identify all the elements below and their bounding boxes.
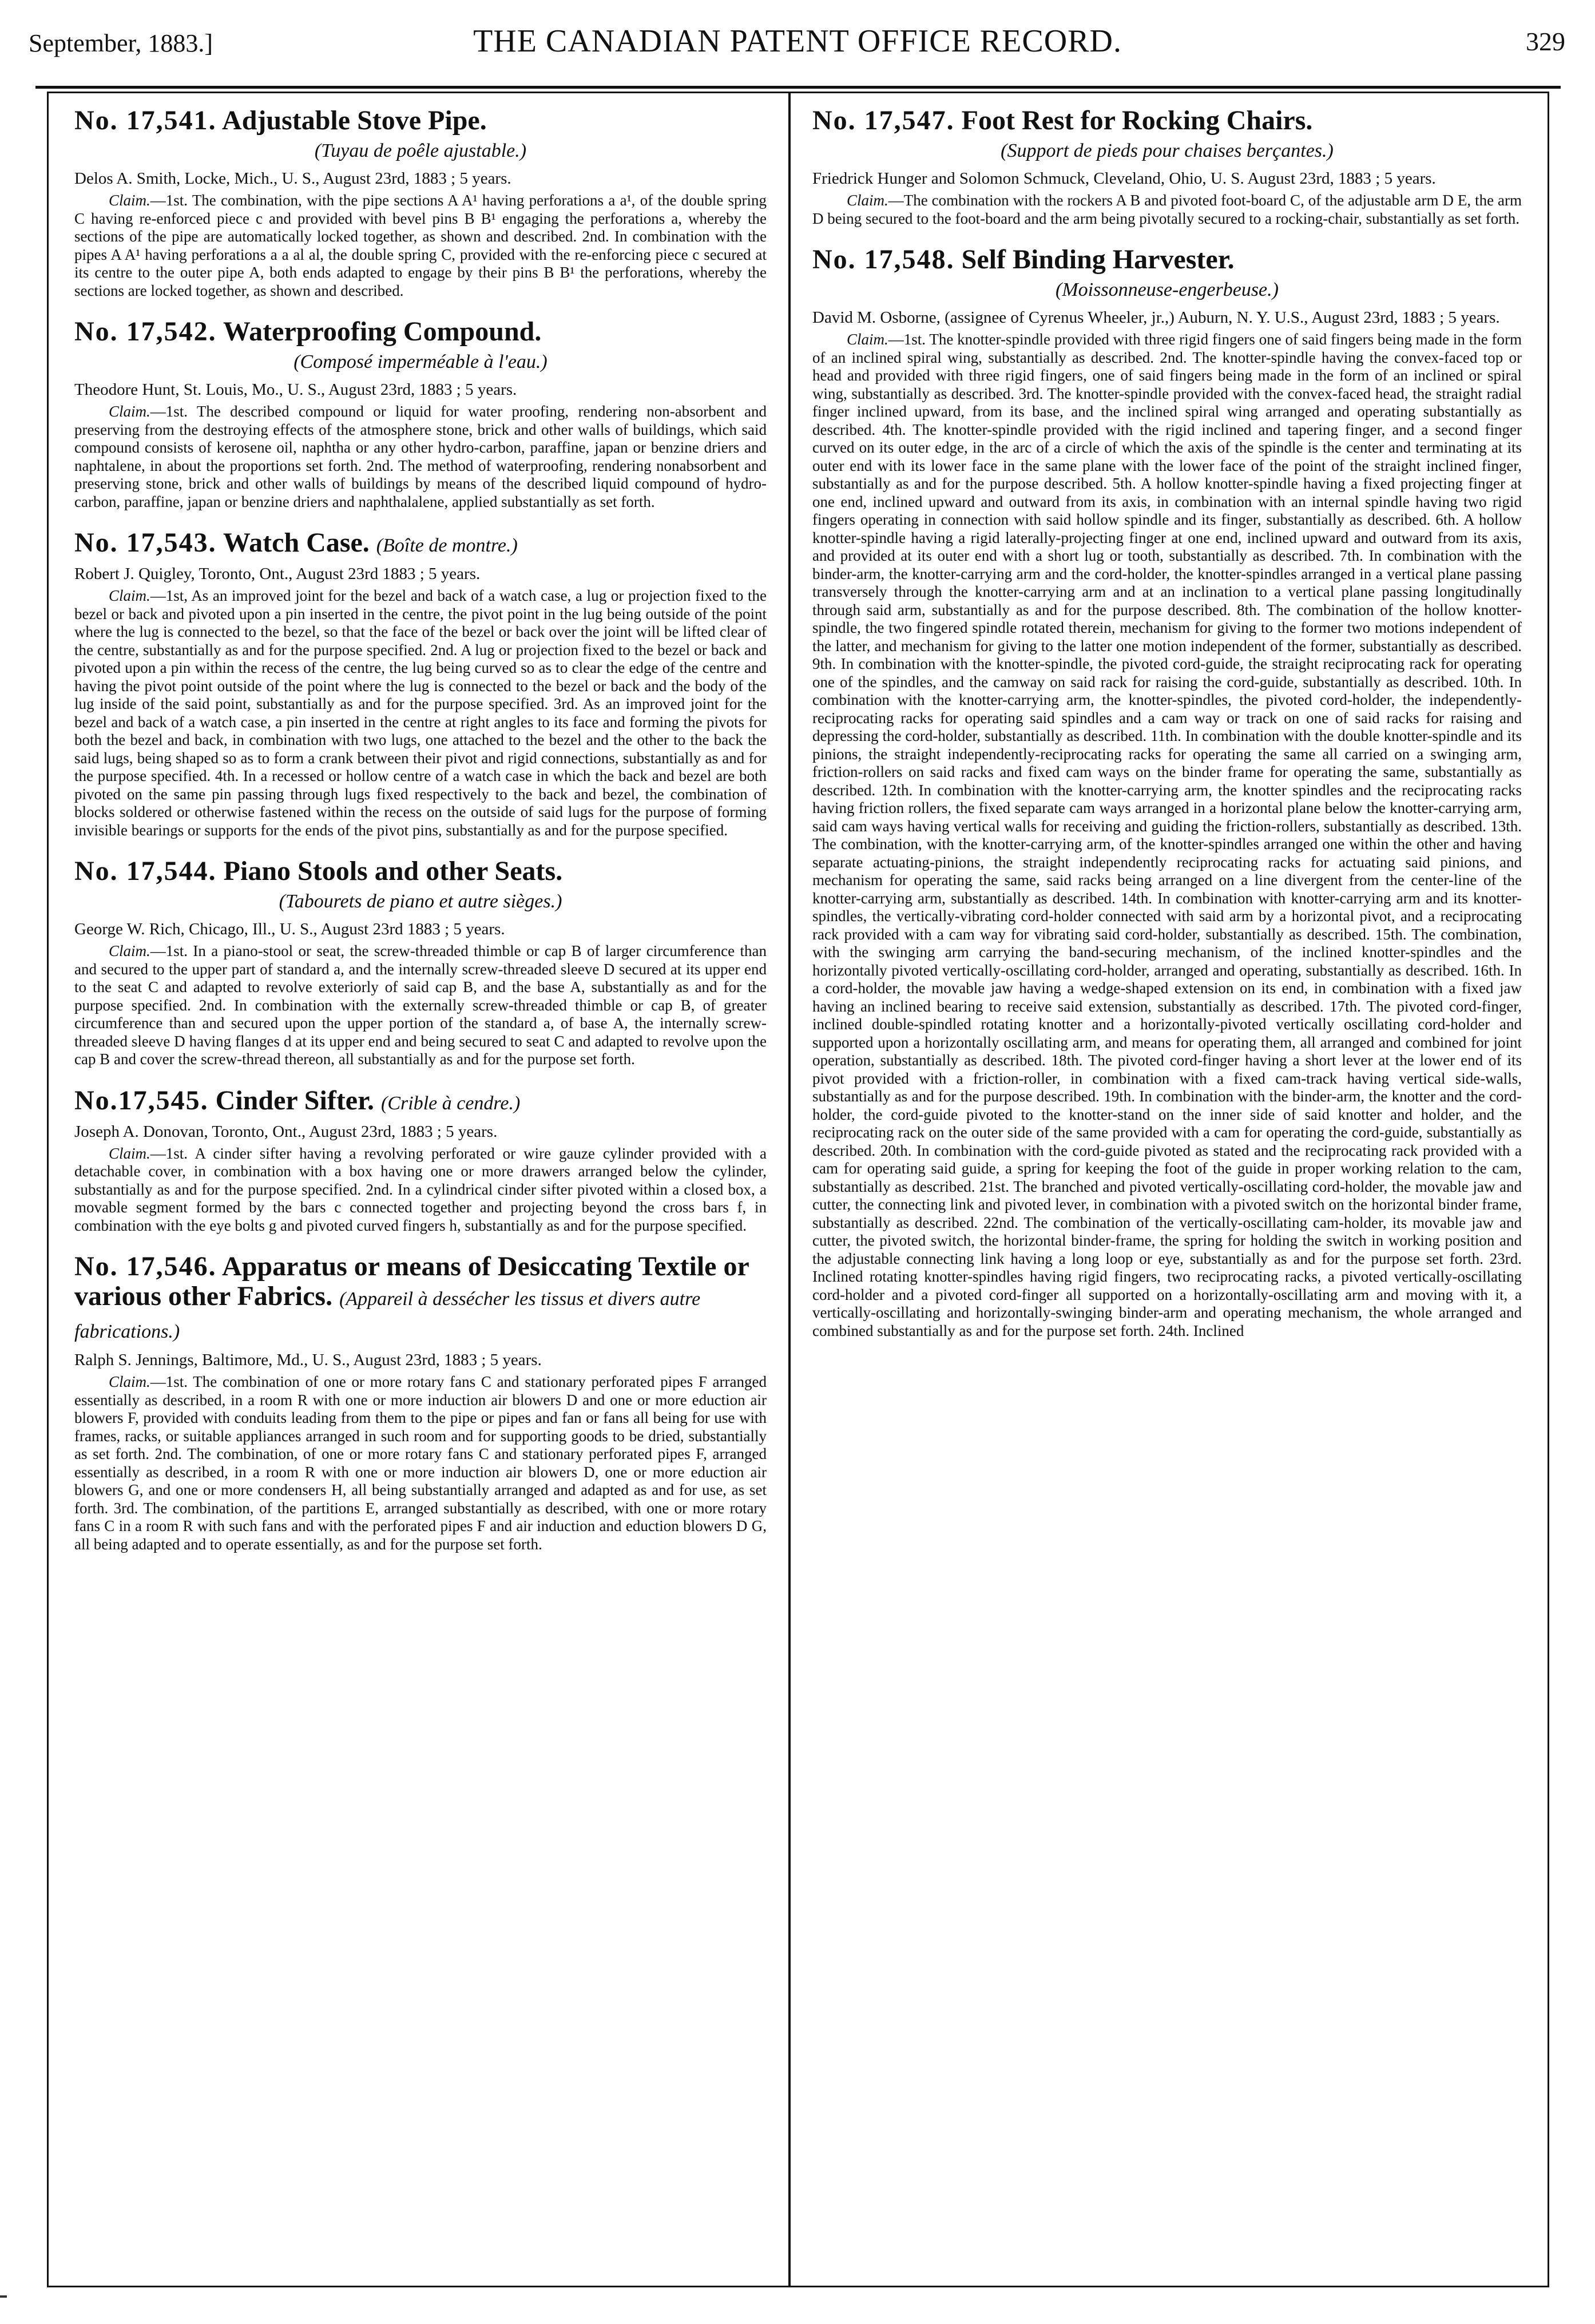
patentee-line: Ralph S. Jennings, Baltimore, Md., U. S., August 23rd, 1883 ; 5 years. bbox=[74, 1351, 542, 1369]
entry-title bbox=[812, 245, 1522, 275]
claim-label: Claim. bbox=[847, 192, 888, 209]
french-title: (Tuyau de poêle ajustable.) bbox=[314, 140, 527, 161]
claim-body: —1st. The combination, with the pipe sections A A¹ having perforations a a¹, of the double spring C having re-enforced piece c and provided with bevel pins B B¹ engaging the perforations a, whereby the sections of the pipe are automatically locked together, as shown and described. 2nd. In combination with the pipes A A¹ having perforations a a al al, the double spring C, provided with the re-enforcing piece c secured at its centre to the outer pipe A, both ends adapted to engage by their pins B B¹ the perforations, whereby the sections are locked together, as shown and described. bbox=[74, 192, 767, 299]
patent-entry bbox=[74, 528, 767, 839]
claim-body: —The combination with the rockers A B and pivoted foot-board C, of the adjustable arm D E, the arm D being secured to the foot-board and the arm being pivotally secured to a rocking-chair, substantially as set forth. bbox=[812, 192, 1522, 227]
page-edge-mark bbox=[0, 2295, 7, 2298]
page-header bbox=[23, 16, 1572, 62]
claim-body: —1st. The combination of one or more rotary fans C and stationary perforated pipes F arranged essentially as described, in a room R with one or more induction air blowers D and one or more eduction air blowers F, provided with conduits leading from them to the pipe or pipes and fan or fans all being for use with frames, racks, or suitable appliances arranged in such room and for supporting goods to be dried, substantially as set forth. 2nd. The combination, of one or more rotary fans C and stationary perforated pipes F, arranged essentially as described, in a room R with one or more induction air blowers D, one or more eduction air blowers G, and one or more condensers H, all being substantially arranged and adapted as and for use, as set forth. 3rd. The combination, of the partitions E, arranged substantially as described, with one or more rotary fans C in a room R with such fans and with the perforated pipes F and air induction and eduction blowers D G, all being adapted and to operate essentially, as and for the purpose set forth. bbox=[74, 1373, 767, 1553]
left-column bbox=[74, 106, 767, 2274]
patent-title: Apparatus or means of Desiccating Textile or various other Fabrics. bbox=[74, 1251, 749, 1311]
patent-number: No. 17,543. bbox=[74, 528, 217, 558]
patent-title: Adjustable Stove Pipe. bbox=[222, 106, 487, 136]
patent-entry bbox=[74, 1252, 767, 1553]
entry-title bbox=[74, 106, 767, 136]
claim-body: —1st, As an improved joint for the bezel and back of a watch case, a lug or projection fixed to the bezel or back and pivoted upon a pin inserted in the centre, the pivot point in the lug being outside of the point where the lug is connected to the bezel, so that the face of the bezel or back over the joint will be lifted clear of the centre, substantially as and for the purpose specified. 2nd. A lug or projection fixed to the bezel or back and pivoted upon a pin within the recess of the centre, the lug being curved so as to clear the edge of the centre and having the pivot point outside of the point where the lug is connected to the bezel or back and the body of the lug inside of the said point, substantially as and for the purpose specified. 3rd. As an improved joint for the bezel and back of a watch case, a pin inserted in the centre at right angles to its face and forming the pivots for both the bezel and back, in combination with two lugs, one attached to the bezel and the other to the back the said lugs, being shaped so as to form a crank between their pivot and rigid connections, substantially as and for the purpose specified. 4th. In a recessed or hollow centre of a watch case in which the back and bezel are both pivoted on the same pin passing through lugs fixed respectively to the back and bezel, the combination of blocks soldered or otherwise fastened within the recess on the outside of said lugs for the purpose of forming invisible bearings or supports for the ends of the pivot pins, substantially as and for the purpose specified. bbox=[74, 587, 767, 839]
french-title: (Moissonneuse-engerbeuse.) bbox=[1056, 279, 1279, 300]
column-divider bbox=[788, 92, 791, 2287]
claim-label: Claim. bbox=[109, 403, 150, 420]
patent-number: No.17,545. bbox=[74, 1085, 209, 1116]
claim-label: Claim. bbox=[109, 1373, 150, 1390]
claim-body: —1st. A cinder sifter having a revolving perforated or wire gauze cylinder provided with a detachable cover, in combination with a box having one or more drawers arranged below the cylinder, substantially as and for the purpose specified. 2nd. In a cylindrical cinder sifter pivoted within a closed box, a movable segment formed by the bars c connected together and projecting beyond the cross bars f, in combination with the eye bolts g and pivoted curved fingers h, substantially as and for the purpose specified. bbox=[74, 1144, 767, 1234]
french-title: (Appareil à dessécher les tissus et divers autre fabrications.) bbox=[74, 1288, 701, 1342]
french-title: (Composé imperméable à l'eau.) bbox=[293, 351, 547, 372]
page-number: 329 bbox=[1526, 27, 1565, 56]
claim-body: —1st. In a piano-stool or seat, the screw-threaded thimble or cap B of larger circumference than and secured to the upper part of standard a, and the internally screw-threaded sleeve D secured at its upper end to the seat C and adapted to revolve exteriorly of said cap B, and the base A, substantially as and for the purpose specified. 2nd. In combination with the externally screw-threaded thimble or cap B, of greater circumference than and secured upon the upper portion of the standard a, of base A, the internally screw-threaded sleeve D having flanges d at its upper end and being secured to seat C and adapted to revolve upon the cap B and cover the screw-thread thereon, all substantially as and for the purpose set forth. bbox=[74, 942, 767, 1068]
patentee-line: David M. Osborne, (assignee of Cyrenus Wheeler, jr.,) Auburn, N. Y. U.S., August 23rd, 1883 ; 5 years. bbox=[812, 308, 1500, 327]
patent-entry bbox=[812, 245, 1522, 1340]
claim-text bbox=[74, 587, 767, 839]
patent-number: No. 17,547. bbox=[812, 106, 955, 136]
patent-title: Self Binding Harvester. bbox=[961, 244, 1235, 275]
patent-title: Waterproofing Compound. bbox=[223, 316, 542, 347]
entry-title bbox=[74, 1252, 767, 1347]
patent-entry bbox=[74, 106, 767, 300]
claim-text bbox=[812, 331, 1522, 1340]
header-rule bbox=[35, 86, 1561, 89]
patent-title: Watch Case. bbox=[223, 528, 370, 558]
header-date: September, 1883.] bbox=[29, 29, 213, 57]
patent-number: No. 17,548. bbox=[812, 244, 955, 275]
patent-number: No. 17,546. bbox=[74, 1251, 217, 1282]
patent-number: No. 17,542. bbox=[74, 316, 217, 347]
french-title: (Boîte de montre.) bbox=[376, 535, 518, 556]
patent-title: Cinder Sifter. bbox=[215, 1085, 375, 1116]
claim-label: Claim. bbox=[109, 192, 150, 209]
entry-title bbox=[74, 856, 767, 886]
patent-title: Piano Stools and other Seats. bbox=[223, 856, 563, 886]
patentee-line: Delos A. Smith, Locke, Mich., U. S., August 23rd, 1883 ; 5 years. bbox=[74, 169, 511, 188]
patentee-line: Joseph A. Donovan, Toronto, Ont., August 23rd, 1883 ; 5 years. bbox=[74, 1122, 498, 1141]
patentee-line: Theodore Hunt, St. Louis, Mo., U. S., August 23rd, 1883 ; 5 years. bbox=[74, 380, 517, 399]
claim-text bbox=[74, 942, 767, 1069]
claim-text bbox=[812, 192, 1522, 228]
header-title: THE CANADIAN PATENT OFFICE RECORD. bbox=[473, 23, 1122, 59]
patent-entry bbox=[74, 317, 767, 511]
right-column bbox=[812, 106, 1522, 2274]
entry-title bbox=[74, 1086, 767, 1119]
patent-number: No. 17,544. bbox=[74, 856, 217, 886]
claim-text bbox=[74, 403, 767, 511]
entry-title bbox=[74, 317, 767, 347]
claim-text bbox=[74, 1373, 767, 1553]
patentee-line: Robert J. Quigley, Toronto, Ont., August 23rd 1883 ; 5 years. bbox=[74, 565, 481, 583]
french-title: (Support de pieds pour chaises berçantes.) bbox=[1001, 140, 1334, 161]
claim-body: —1st. The described compound or liquid for water proofing, rendering non-absorbent and preserving from the destroying effects of the atmosphere stone, brick and other walls of buildings, which said compound consists of kerosene oil, naphtha or any other hydro-carbon, paraffine, japan or benzine driers and naphtalene, in about the proportions set forth. 2nd. The method of waterproofing, rendering nonabsorbent and preserving stone, brick and other walls of buildings by means of the described liquid compound of hydro-carbon, paraffine, japan or benzine driers and naphthalalene, applied substantially as set forth. bbox=[74, 403, 767, 510]
patentee-line: George W. Rich, Chicago, Ill., U. S., August 23rd 1883 ; 5 years. bbox=[74, 920, 505, 938]
claim-body: —1st. The knotter-spindle provided with three rigid fingers one of said fingers being made in the form of an inclined spiral wing, substantially as described. 2nd. The knotter-spindle having the convex-faced top or head and provided with three rigid fingers, one of said fingers being made in the form of an inclined or spiral wing, substantially as described. 3rd. The knotter-spindle provided with the convex-faced head, the straight radial finger inclined upward, from its base, and the inclined spiral wing arranged and operating substantially as described. 4th. The knotter-spindle provided with the rigid inclined and tapering finger, and a second finger curved on its outer edge, in the arc of a circle of which the axis of the spindle is the center and terminating at its outer end with its lower face in the same plane with the lower face of the point of the straight inclined finger, substantially as and for the purpose described. 5th. A hollow knotter-spindle having a fixed projecting finger at one end, inclined upward and outward from its axis, in combination with an internal spindle having two rigid fingers operating in connection with said hollow spindle and its finger, substantially as described. 6th. A hollow knotter-spindle having a rigid laterally-projecting finger at one end, inclined upward and outward from its axis, and provided at its outer end with a short lug or tooth, substantially as described. 7th. In combination with the binder-arm, the knotter-carrying arm and the cord-holder, the knotter-spindles arranged in a vertical plane passing transversely through the knotter-carrying arm and at an inclination to a vertical plane passing longitudinally through said arm, substantially as and for the purpose described. 8th. The combination of the hollow knotter-spindle, the two fingered spindle rotated therein, mechanism for giving to the former two motions independent of the latter, and mechanism for giving to the latter one motion independent of the former, substantially as described. 9th. In combination with the knotter-spindle, the pivoted cord-guide, the straight reciprocating rack for operating one of the spindles, and the camway on said rack for raising the cord-guide, substantially as described. 10th. In combination with the knotter-carrying arm, the knotter-spindles, the pivoted cord-holder, the independently-reciprocating racks for operating said spindles and a cam way or track on one of said racks for raising and depressing the cord-holder, substantially as described. 11th. In combination with the double knotter-spindle and its pinions, the straight independently-reciprocating racks for operating the same all carried on a swinging arm, friction-rollers on said racks and fixed cam ways on the binder frame for operating the same, substantially as described. 12th. In combination with the knotter-carrying arm, the knotter spindles and the reciprocating racks having friction rollers, the fixed separate cam ways arranged in a horizontal plane below the knotter-carrying arm, said cam ways having vertical walls for receiving and guiding the friction-rollers, substantially as described. 13th. The combination, with the knotter-carrying arm, of the knotter-spindles arranged one within the other and having separate actuating-pinions, the straight independently reciprocating racks for actuating said pinions, and mechanism for operating the same, said racks being arranged on a line divergent from the center-line of the knotter-carrying arm, substantially as described. 14th. In combination with knotter-carrying arm and its knotter-spindles, the vertically-vibrating cord-holder connected with said arm by a horizontal pivot, and a reciprocating rack provided with a cam way for vibrating said cord-holder, substantially as described. 15th. The combination, with the swinging arm carrying the band-securing mechanism, of the inclined knotter-spindles and the horizontally pivoted vertically-oscillating cord-holder, arranged and operating, substantially as described. 16th. In a cord-holder, the movable jaw having a wedge-shaped extension on its end, in combination with a fixed jaw having an inclined bearing to receive said extension, substantially as described. 17th. The pivoted cord-finger, inclined double-spindled rotating knotter and a horizontally-pivoted vertically oscillating cord-holder and supported upon a horizontally oscillating arm, and means for operating them, all arranged and combined for joint operation, substantially as described. 18th. The pivoted cord-finger having a short lever at the lower end of its pivot provided with a friction-roller, in combination with a fixed cam-track having vertical side-walls, substantially as and for the purpose described. 19th. In combination with the binder-arm, the knotter and the cord-holder, the cord-guide pivoted to the knotter-stand on the inner side of said knotter and holder, and the reciprocating rack on the outer side of the same provided with a cam for operating the cord-guide, substantially as described. 20th. In combination with the cord-guide pivoted as stated and the reciprocating rack provided with a cam for operating said guide, a spring for keeping the foot of the guide in proper working relation to the cam, substantially as described. 21st. The branched and pivoted vertically-oscillating cord-holder, the movable jaw and cutter, the connecting link and pivoted lever, in combination with a pivoted switch on the horizontal binder frame, substantially as described. 22nd. The combination of the vertically-oscillating cam-holder, its movable jaw and cutter, the pivoted switch, the horizontal binder-frame, the spring for holding the switch in working position and the adjustable connecting link having a long loop or eye, substantially as and for the purpose set forth. 23rd. Inclined rotating knotter-spindles having rigid fingers, two reciprocating racks, a pivoted vertically-oscillating cord-holder and a pivoted cord-finger all supported on a horizontally-oscillating arm and moving with it, a vertically-oscillating and horizontally-swinging binder-arm and operating mechanism, the whole arranged and combined substantially as and for the purpose set forth. 24th. Inclined bbox=[812, 331, 1522, 1339]
patent-entry bbox=[74, 1086, 767, 1235]
patent-entry bbox=[812, 106, 1522, 228]
patentee-line: Friedrick Hunger and Solomon Schmuck, Cleveland, Ohio, U. S. August 23rd, 1883 ; 5 years. bbox=[812, 169, 1436, 188]
claim-label: Claim. bbox=[109, 1144, 150, 1162]
patent-entry bbox=[74, 856, 767, 1069]
patent-title: Foot Rest for Rocking Chairs. bbox=[961, 106, 1313, 136]
french-title: (Crible à cendre.) bbox=[381, 1092, 521, 1114]
patent-number: No. 17,541. bbox=[74, 106, 217, 136]
french-title: (Tabourets de piano et autre sièges.) bbox=[279, 891, 562, 912]
claim-label: Claim. bbox=[109, 587, 150, 604]
claim-label: Claim. bbox=[109, 942, 150, 959]
claim-text bbox=[74, 192, 767, 300]
entry-title bbox=[812, 106, 1522, 136]
claim-label: Claim. bbox=[847, 331, 888, 348]
entry-title bbox=[74, 528, 767, 561]
claim-text bbox=[74, 1145, 767, 1235]
